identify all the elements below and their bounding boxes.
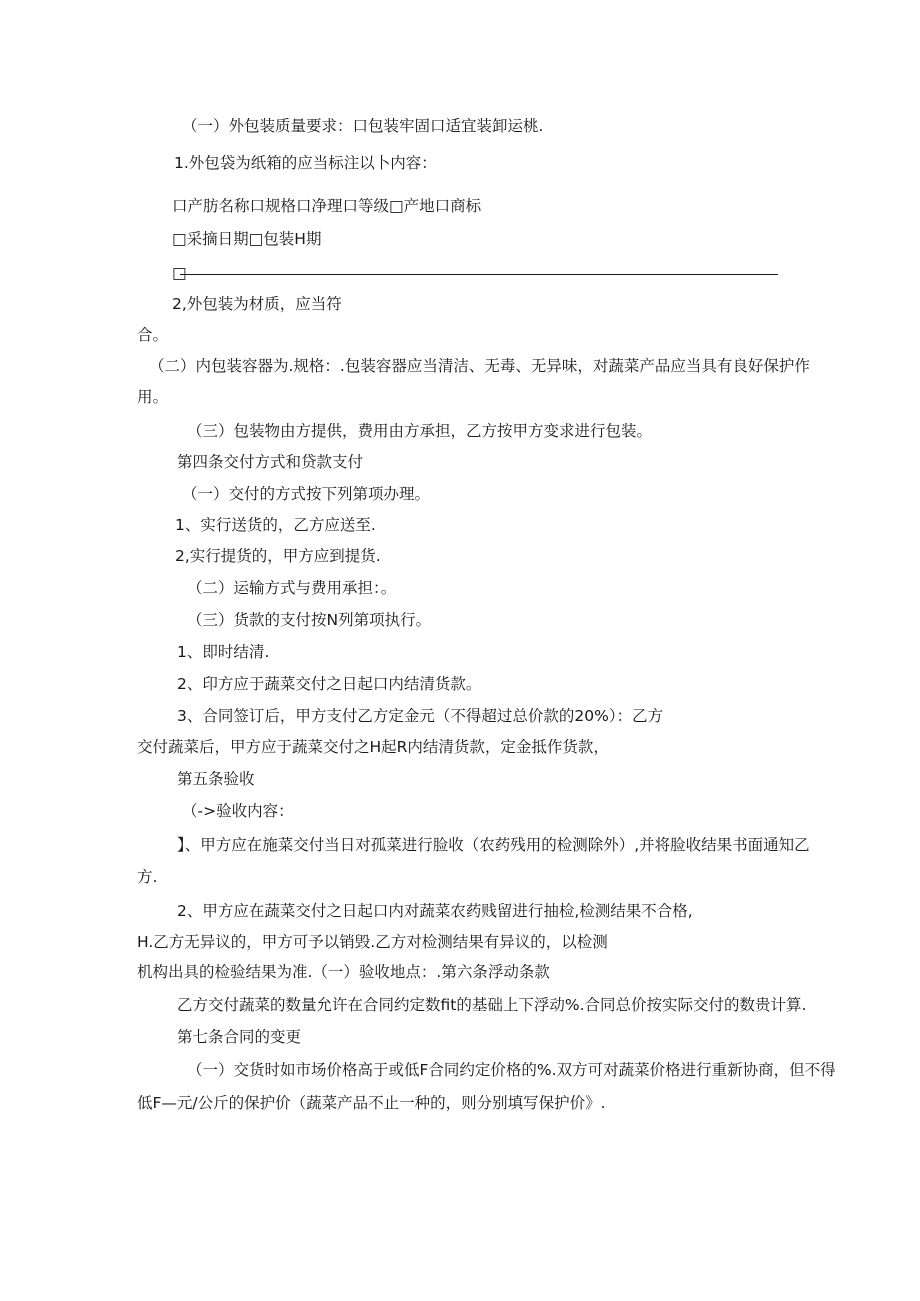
article-7-heading: 第七条合同的变更 bbox=[177, 1028, 302, 1046]
inspection-content-clause: （->验收内容： bbox=[182, 802, 294, 820]
label-options-row-3-checkbox: □ bbox=[172, 264, 187, 282]
packaging-provider-clause: （三）包装物由方提供，费用由方承担，乙方按甲方变求进行包装。 bbox=[187, 422, 653, 440]
payment-option-3: 3、合同签订后，甲方支付乙方定金元（不得超过总价款的20%）：乙方 bbox=[177, 707, 664, 725]
payment-option-1: 1、即时结清. bbox=[177, 643, 270, 661]
inspection-item-1: 】、甲方应在施菜交付当日对孤菜进行脸收（农药残用的检测除外）,并将脸收结果书面通知乙 bbox=[177, 836, 810, 854]
payment-option-3-continued: 交付蔬菜后，甲方应于蔬菜交付之H起R内结清货款，定金抵作货款， bbox=[137, 738, 609, 756]
inspection-location-and-article-6: 机构出具的检验结果为准.（一）验收地点：.第六条浮动条款 bbox=[137, 963, 550, 981]
outer-bag-label-item: 1.外包袋为纸箱的应当标注以卜内容： bbox=[174, 154, 437, 172]
inner-container-clause: （二）内包装容器为.规格：.包装容器应当清洁、无毒、无异味，对蔬菜产品应当具有良好保护作 bbox=[149, 357, 810, 375]
inspection-item-2-continued: H.乙方无异议的，甲方可予以销毁.乙方对检测结果有异议的，以检测 bbox=[137, 933, 608, 951]
article-5-heading: 第五条验收 bbox=[177, 770, 255, 788]
payment-option-2: 2、印方应于蔬菜交付之日起口内结清货款。 bbox=[177, 675, 482, 693]
packaging-quality-heading: （一）外包装质量要求：口包装牢固口适宜装卸运桃. bbox=[182, 117, 544, 135]
outer-packaging-material-continued: 合。 bbox=[137, 326, 169, 344]
payment-clause: （三）货款的支付按N列第项执行。 bbox=[187, 611, 432, 629]
quantity-float-clause: 乙方交付蔬菜的数量允许在合同约定数fit的基础上下浮动%.合同总价按实际交付的数贵计算. bbox=[177, 996, 807, 1014]
outer-packaging-material-item: 2,外包装为材质，应当符 bbox=[172, 295, 342, 313]
fill-in-blank-line bbox=[180, 274, 778, 275]
delivery-option-1: 1、实行送货的，乙方应送至. bbox=[175, 516, 376, 534]
price-change-clause-continued: 低F—元/公斤的保护价（蔬菜产品不止一种的，则分别填写保护价》. bbox=[137, 1094, 606, 1112]
transport-cost-clause: （二）运输方式与费用承担：。 bbox=[187, 579, 397, 597]
label-options-row-2: □采摘日期□包装H期 bbox=[172, 230, 322, 248]
price-change-clause: （一）交货时如市场价格高于或低F合同约定价格的%.双方可对蔬菜价格进行重新协商，但不得 bbox=[187, 1061, 836, 1079]
inspection-item-2: 2、甲方应在蔬菜交付之日起口内对蔬菜农药贱留进行抽检,检测结果不合格, bbox=[177, 902, 693, 920]
inner-container-clause-continued: 用。 bbox=[137, 388, 169, 406]
delivery-option-2: 2,实行提货的，甲方应到提货. bbox=[175, 547, 381, 565]
delivery-method-clause: （一）交付的方式按下列第项办理。 bbox=[182, 485, 431, 503]
inspection-item-1-continued: 方. bbox=[137, 868, 158, 886]
label-options-row-1: 口产肪名称口规格口净理口等级□产地口商标 bbox=[172, 197, 482, 215]
article-4-heading: 第四条交付方式和贷款支付 bbox=[177, 453, 364, 471]
